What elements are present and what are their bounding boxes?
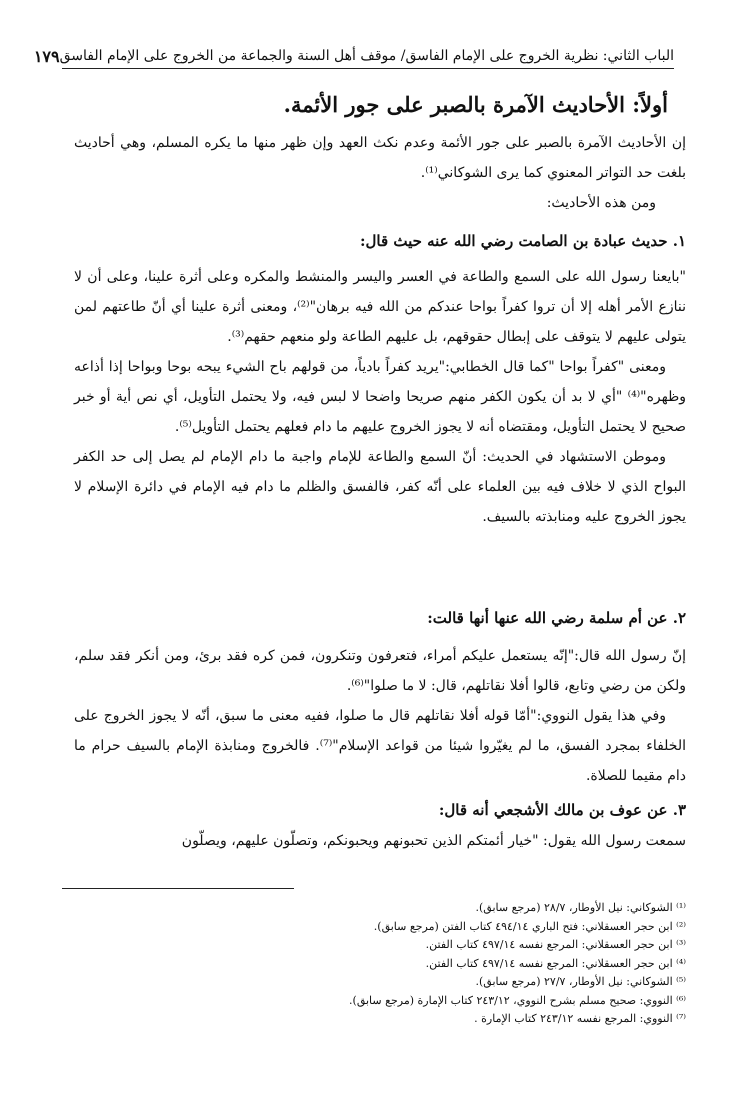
footnote-divider	[62, 888, 294, 889]
hadith-1-block	[74, 262, 686, 532]
hadith-1-heading: ١. حديث عبادة بن الصامت رضي الله عنه حيث قال:	[359, 232, 686, 250]
running-title: الباب الثاني: نظرية الخروج على الإمام الفاسق/ موقف أهل السنة والجماعة من الخروج على الإمام الفاسق	[59, 48, 674, 64]
hadith-3-text: سمعت رسول الله يقول: "خيار أئمتكم الذين تحبونهم ويحبونكم، وتصلّون عليهم، ويصلّون	[181, 833, 686, 849]
footnote-3: ⁽³⁾ ابن حجر العسقلاني: المرجع نفسه ٤٩٧/١٤ كتاب الفتن.	[425, 938, 686, 951]
page-number: ١٧٩	[33, 46, 60, 66]
footnote-2: ⁽²⁾ ابن حجر العسقلاني: فتح الباري ٤٩٤/١٤ كتاب الفتن (مرجع سابق).	[373, 919, 686, 933]
footnote-4: ⁽⁴⁾ ابن حجر العسقلاني: المرجع نفسه ٤٩٧/١٤ كتاب الفتن.	[425, 956, 686, 970]
intro-block	[74, 128, 686, 218]
hadith-1-explanation: ومعنى "كفراً بواحا "كما قال الخطابي:"يريد كفراً بادياً، من قولهم باح الشيء يبحه بوحا وبواحا إذا أذاعه وظهره"⁽⁴⁾ "أي لا بد أن يكون الكفر منهم صريحا واضحا لا لبس فيه، ولا يحتمل التأويل، أي نص أية أو خبر صحيح لا يحتمل التأويل، ومقتضاه أنه لا يجوز الخروج عليهم ما دام فعلهم يحتمل التأويل⁽⁵⁾.	[74, 359, 686, 435]
hadith-2-block	[74, 641, 686, 791]
footnotes	[74, 899, 686, 1029]
footnote-6: ⁽⁶⁾ النووي: صحيح مسلم بشرح النووي، ٢٤٣/١٢ كتاب الإمارة (مرجع سابق).	[349, 993, 686, 1007]
intro-paragraph: إن الأحاديث الآمرة بالصبر على جور الأئمة وعدم نكث العهد وإن ظهر منها ما يكره المسلم، وهي أحاديث بلغت حد التواتر المعنوي كما يرى الشوكاني⁽¹⁾.	[74, 135, 686, 181]
footnote-5: ⁽⁵⁾ الشوكاني: نيل الأوطار، ٢٧/٧ (مرجع سابق).	[475, 975, 686, 988]
intro-lead: ومن هذه الأحاديث:	[546, 195, 656, 211]
page-header	[33, 44, 674, 69]
hadith-3-heading: ٣. عن عوف بن مالك الأشجعي أنه قال:	[438, 801, 686, 819]
hadith-1-text: "بايعنا رسول الله على السمع والطاعة في العسر واليسر والمنشط والمكره وعلى أثرة علينا، وعلى أن لا ننازع الأمر أهله إلا أن تروا كفراً بواحا عندكم من الله فيه برهان"⁽²⁾، ومعنى أثرة علينا أي أنّ طاعتهم لمن يتولى عليهم لا يتوقف على إبطال حقوقهم، بل عليهم الطاعة ولو منعهم حقهم⁽³⁾.	[74, 269, 687, 345]
section-title: أولاً: الأحاديث الآمرة بالصبر على جور الأئمة.	[283, 92, 668, 117]
hadith-3-block	[74, 826, 686, 856]
footnote-1: ⁽¹⁾ الشوكاني: نيل الأوطار، ٢٨/٧ (مرجع سابق).	[475, 901, 686, 914]
hadith-2-text: إنّ رسول الله قال:"إنّه يستعمل عليكم أمراء، فتعرفون وتنكرون، فمن كره فقد برئ، ومن أنكر فقد سلم، ولكن من رضي وتابع، قالوا أفلا نقاتلهم، قال: لا ما صلوا"⁽⁶⁾.	[74, 648, 686, 694]
hadith-2-commentary: وفي هذا يقول النووي:"أمّا قوله أفلا نقاتلهم قال ما صلوا، ففيه معنى ما سبق، أنّه لا يجوز الخروج على الخلفاء بمجرد الفسق، ما لم يغيّروا شيئا من قواعد الإسلام"⁽⁷⁾. فالخروج ومنابذة الإمام بالسيف حرام ما دام مقيما للصلاة.	[74, 708, 686, 784]
footnote-7: ⁽⁷⁾ النووي: المرجع نفسه ٢٤٣/١٢ كتاب الإمارة .	[474, 1012, 686, 1025]
hadith-1-evidence: وموطن الاستشهاد في الحديث: أنّ السمع والطاعة للإمام واجبة ما دام الإمام لم يصل إلى حد الكفر البواح الذي لا خلاف فيه بين العلماء على أنّه كفر، فالفسق والظلم ما دام فيه الإمام في دائرة الإسلام لا يجوز الخروج عليه ومنابذته بالسيف.	[74, 449, 686, 525]
hadith-2-heading: ٢. عن أم سلمة رضي الله عنها أنها قالت:	[427, 609, 686, 627]
